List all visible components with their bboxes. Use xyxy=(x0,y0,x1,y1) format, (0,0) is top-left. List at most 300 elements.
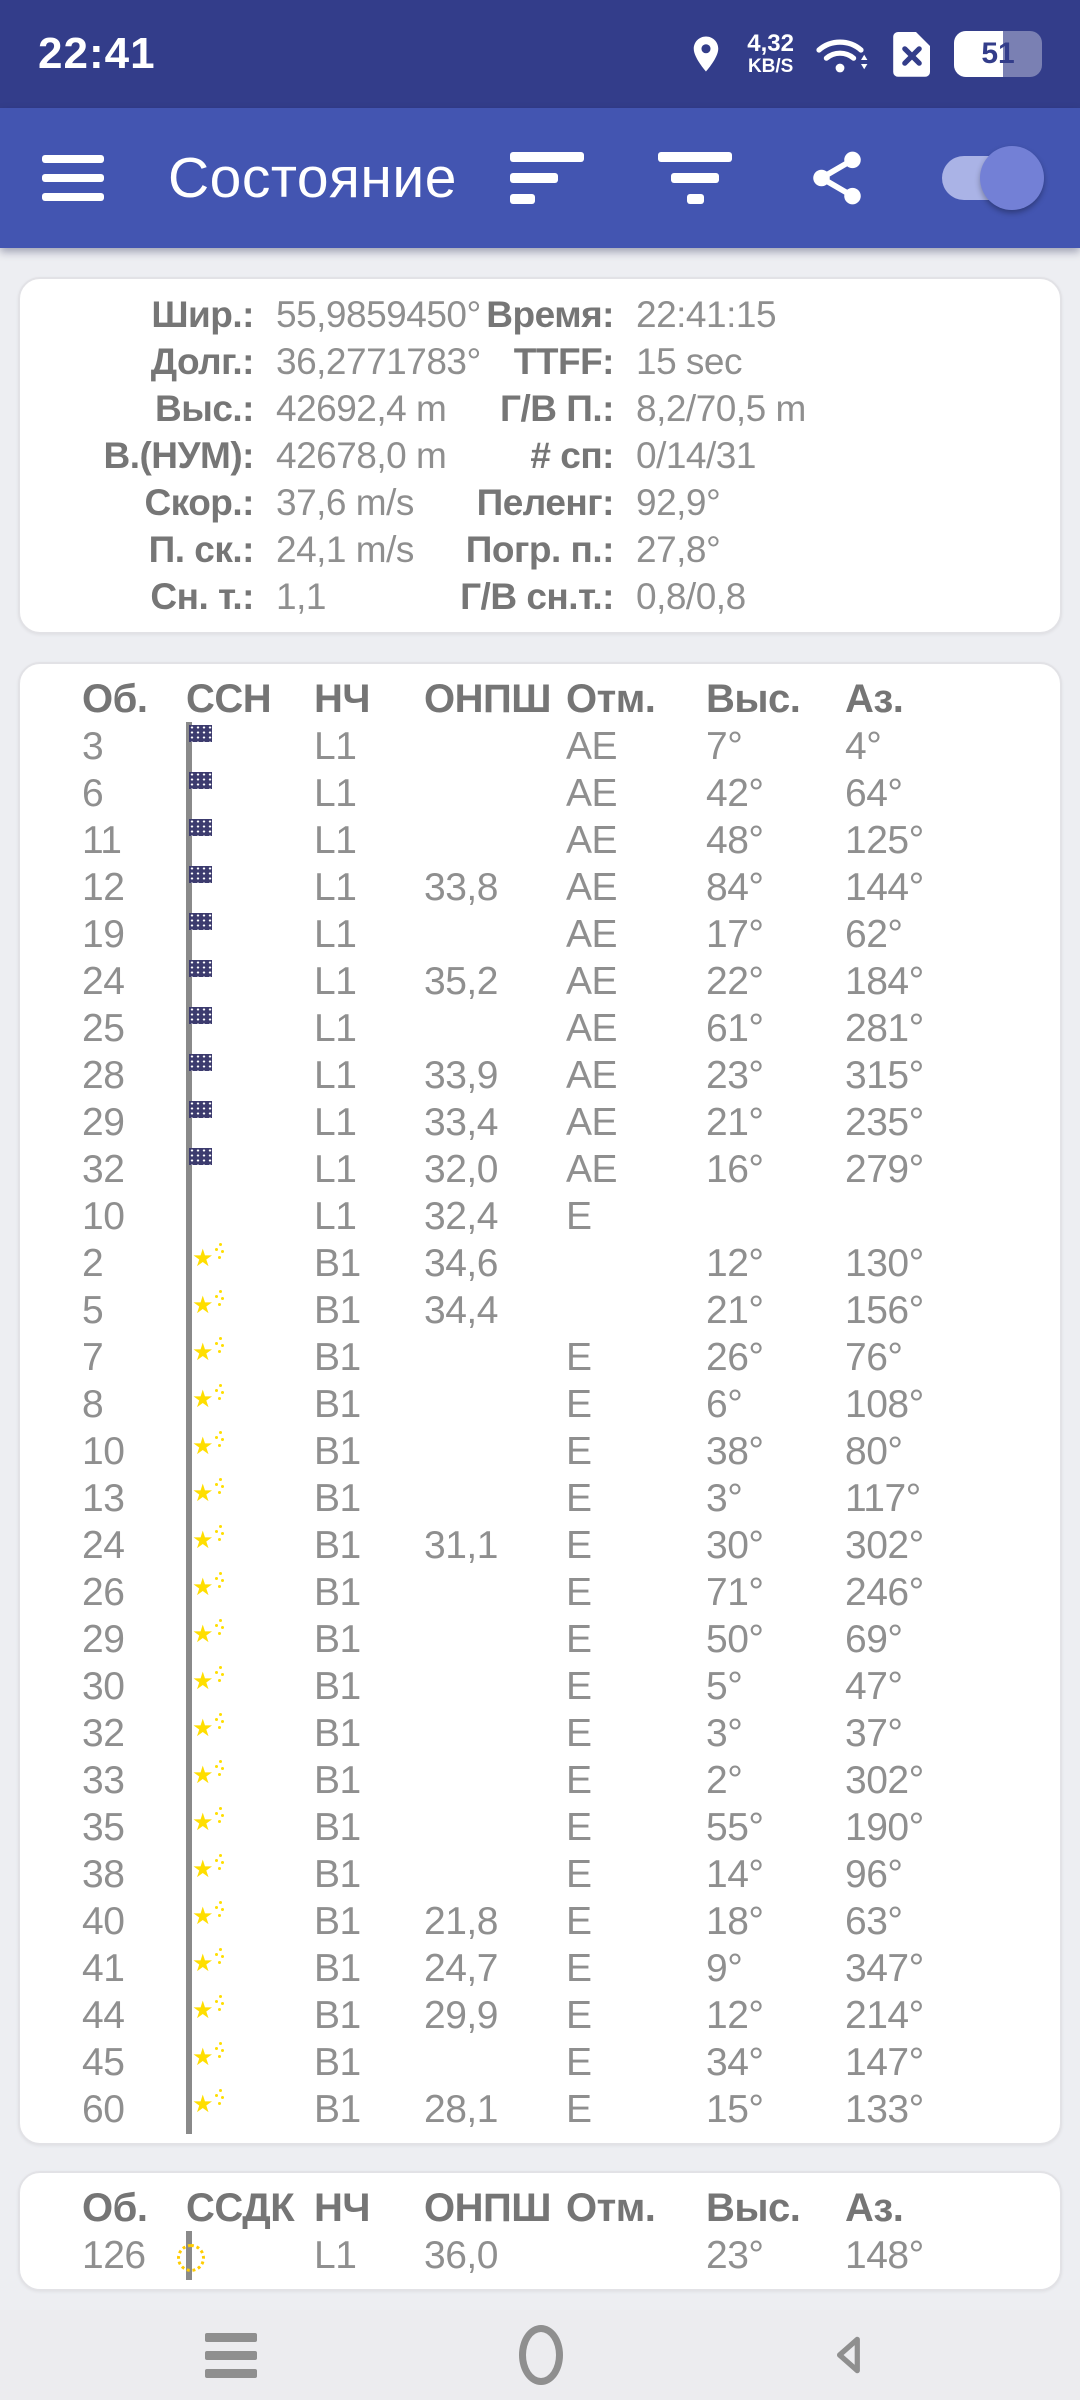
table-cell: 32,0 xyxy=(424,1148,498,1191)
table-cell: B1 xyxy=(314,1571,361,1614)
cn-flag-icon xyxy=(186,1474,192,1523)
table-cell: 71° xyxy=(706,1571,764,1614)
table-cell: 9° xyxy=(706,1947,743,1990)
table-cell: 29,9 xyxy=(424,1994,498,2037)
flag-cell xyxy=(186,1146,314,1193)
table-cell: B1 xyxy=(314,1712,361,1755)
table-cell: 34,4 xyxy=(424,1289,498,1332)
column-header: Выс. xyxy=(706,677,801,721)
table-cell: 21° xyxy=(706,1101,764,1144)
table-cell: 96° xyxy=(845,1853,903,1896)
gps-toggle-switch[interactable] xyxy=(942,152,1038,204)
home-icon[interactable] xyxy=(519,2325,563,2385)
cn-flag-icon xyxy=(186,1662,192,1711)
flag-cell xyxy=(186,817,314,864)
table-cell: 16° xyxy=(706,1148,764,1191)
flag-cell xyxy=(186,1005,314,1052)
table-cell: E xyxy=(566,1618,592,1661)
eu-flag-icon xyxy=(186,2231,192,2280)
info-label: Время: xyxy=(486,294,614,335)
table-cell: 279° xyxy=(845,1148,924,1191)
table-cell: 30 xyxy=(82,1665,125,1708)
table-cell: B1 xyxy=(314,1242,361,1285)
table-cell: 55° xyxy=(706,1806,764,1849)
table-cell: L1 xyxy=(314,960,357,1003)
cn-flag-icon xyxy=(186,1991,192,2040)
table-cell: B1 xyxy=(314,1336,361,1379)
table-cell: E xyxy=(566,2088,592,2131)
table-row xyxy=(82,1569,1060,1616)
table-cell: 21,8 xyxy=(424,1900,498,1943)
table-row xyxy=(82,1757,1060,1804)
table-cell: 29 xyxy=(82,1618,125,1661)
table-cell: B1 xyxy=(314,1994,361,2037)
us-flag-icon xyxy=(186,816,192,865)
table-cell: 190° xyxy=(845,1806,924,1849)
table-cell: 32 xyxy=(82,1148,125,1191)
info-row xyxy=(20,385,1060,432)
column-header: Выс. xyxy=(706,2186,801,2230)
table-cell: 8 xyxy=(82,1383,104,1426)
table-cell: E xyxy=(566,1195,592,1238)
flag-cell xyxy=(186,2039,314,2086)
table-cell: 156° xyxy=(845,1289,924,1332)
table-cell: 40 xyxy=(82,1900,125,1943)
table-cell: 36,0 xyxy=(424,2234,498,2277)
table-cell: 24 xyxy=(82,960,125,1003)
cn-flag-icon xyxy=(186,1239,192,1288)
flag-cell xyxy=(186,1193,314,1240)
back-icon[interactable] xyxy=(825,2330,875,2380)
cn-flag-icon xyxy=(186,1286,192,1335)
column-header: Об. xyxy=(82,677,148,721)
info-value: 8,2/70,5 m xyxy=(636,388,806,429)
table-cell: 6° xyxy=(706,1383,743,1426)
satellites-table-card xyxy=(18,662,1062,2145)
info-value: 0,8/0,8 xyxy=(636,576,746,617)
info-value: 37,6 m/s xyxy=(276,482,414,523)
info-label: В.(НУМ): xyxy=(103,435,254,476)
table-cell: 15° xyxy=(706,2088,764,2131)
table-cell: L1 xyxy=(314,2234,357,2277)
table-cell: 32 xyxy=(82,1712,125,1755)
column-header: Отм. xyxy=(566,2186,656,2230)
table-cell: AE xyxy=(566,913,618,956)
table-row xyxy=(82,723,1060,770)
table-cell: 29 xyxy=(82,1101,125,1144)
table-cell: B1 xyxy=(314,1759,361,1802)
table-cell: B1 xyxy=(314,2088,361,2131)
data-rate: 4,32 KB/S xyxy=(747,30,794,77)
table-row xyxy=(82,1710,1060,1757)
table-cell: 44 xyxy=(82,1994,125,2037)
info-row xyxy=(20,526,1060,573)
info-value: 24,1 m/s xyxy=(276,529,414,570)
info-value: 27,8° xyxy=(636,529,721,570)
info-label: Г/В П.: xyxy=(500,388,614,429)
table-cell: AE xyxy=(566,819,618,862)
sort-icon[interactable] xyxy=(510,152,584,204)
table-cell: E xyxy=(566,1994,592,2037)
cn-flag-icon xyxy=(186,1709,192,1758)
table-cell: L1 xyxy=(314,866,357,909)
table-cell: L1 xyxy=(314,819,357,862)
info-row xyxy=(20,432,1060,479)
table-cell: 26° xyxy=(706,1336,764,1379)
flag-cell xyxy=(186,770,314,817)
info-row xyxy=(20,573,1060,620)
ru-flag-icon xyxy=(186,1192,192,1241)
flag-cell xyxy=(186,1240,314,1287)
table-cell: 35 xyxy=(82,1806,125,1849)
table-cell: E xyxy=(566,1806,592,1849)
table-cell: 33,9 xyxy=(424,1054,498,1097)
flag-cell xyxy=(186,1287,314,1334)
table-cell: AE xyxy=(566,772,618,815)
table-cell: E xyxy=(566,1430,592,1473)
table-cell: 25 xyxy=(82,1007,125,1050)
location-icon xyxy=(685,33,727,75)
us-flag-icon xyxy=(186,1098,192,1147)
table-cell: 18° xyxy=(706,1900,764,1943)
table-cell: 34° xyxy=(706,2041,764,2084)
table-cell: 148° xyxy=(845,2234,924,2277)
us-flag-icon xyxy=(186,1145,192,1194)
table-cell: 31,1 xyxy=(424,1524,498,1567)
table-cell: E xyxy=(566,1571,592,1614)
table-row xyxy=(82,864,1060,911)
table-cell: 12° xyxy=(706,1994,764,2037)
battery-percent: 51 xyxy=(981,37,1015,70)
flag-cell xyxy=(186,1616,314,1663)
table-cell: L1 xyxy=(314,1007,357,1050)
table-cell: B1 xyxy=(314,1430,361,1473)
table-cell: 64° xyxy=(845,772,903,815)
table-cell: 14° xyxy=(706,1853,764,1896)
info-label: Сн. т.: xyxy=(150,576,254,617)
table-cell: 80° xyxy=(845,1430,903,1473)
table-cell: AE xyxy=(566,1148,618,1191)
us-flag-icon xyxy=(186,1051,192,1100)
flag-cell xyxy=(186,1522,314,1569)
table-cell: L1 xyxy=(314,913,357,956)
table-cell: 108° xyxy=(845,1383,924,1426)
table-cell: 42° xyxy=(706,772,764,815)
status-icons xyxy=(685,30,1042,78)
table-cell: E xyxy=(566,1900,592,1943)
column-header: ОНПШ xyxy=(424,2186,551,2230)
table-row xyxy=(82,1428,1060,1475)
position-info-card xyxy=(18,277,1062,634)
table-cell: 17° xyxy=(706,913,764,956)
table-row xyxy=(82,770,1060,817)
table-cell: 24 xyxy=(82,1524,125,1567)
flag-cell xyxy=(186,1898,314,1945)
info-label: П. ск.: xyxy=(148,529,254,570)
table-cell: B1 xyxy=(314,1289,361,1332)
table-cell: 7 xyxy=(82,1336,104,1379)
table-cell: L1 xyxy=(314,725,357,768)
table-row xyxy=(82,1381,1060,1428)
table-header-row xyxy=(82,2185,1060,2232)
table-cell: 2° xyxy=(706,1759,743,1802)
table-cell: 130° xyxy=(845,1242,924,1285)
cn-flag-icon xyxy=(186,1615,192,1664)
cn-flag-icon xyxy=(186,1427,192,1476)
cn-flag-icon xyxy=(186,2038,192,2087)
table-row xyxy=(82,1193,1060,1240)
table-cell: B1 xyxy=(314,1806,361,1849)
flag-cell xyxy=(186,1757,314,1804)
cn-flag-icon xyxy=(186,2085,192,2134)
table-cell: B1 xyxy=(314,1477,361,1520)
table-row xyxy=(82,1334,1060,1381)
info-value: 22:41:15 xyxy=(636,294,777,335)
page-title: Состояние xyxy=(168,146,457,210)
info-label: Выс.: xyxy=(155,388,254,429)
app-bar xyxy=(0,108,1080,248)
table-cell: 23° xyxy=(706,2234,764,2277)
table-cell: E xyxy=(566,1665,592,1708)
table-cell: 133° xyxy=(845,2088,924,2131)
table-cell: 47° xyxy=(845,1665,903,1708)
table-cell: 347° xyxy=(845,1947,924,1990)
cn-flag-icon xyxy=(186,1756,192,1805)
share-icon[interactable] xyxy=(806,147,868,209)
flag-cell xyxy=(186,958,314,1005)
info-value: 42678,0 m xyxy=(276,435,447,476)
table-cell: 48° xyxy=(706,819,764,862)
app-bar-actions xyxy=(510,147,1038,209)
sbas-table-card xyxy=(18,2171,1062,2291)
column-header: ОНПШ xyxy=(424,677,551,721)
table-cell: 28,1 xyxy=(424,2088,498,2131)
info-label: Шир.: xyxy=(151,294,254,335)
table-cell: 315° xyxy=(845,1054,924,1097)
table-cell: B1 xyxy=(314,1853,361,1896)
wifi-icon xyxy=(814,31,870,77)
table-row xyxy=(82,1616,1060,1663)
table-cell: 10 xyxy=(82,1430,125,1473)
table-row xyxy=(82,1287,1060,1334)
info-value: 36,2771783° xyxy=(276,341,481,382)
table-row xyxy=(82,1663,1060,1710)
table-row xyxy=(82,1804,1060,1851)
table-row xyxy=(82,1851,1060,1898)
table-cell: 11 xyxy=(82,819,122,862)
flag-cell xyxy=(186,1851,314,1898)
table-cell: E xyxy=(566,1712,592,1755)
table-row xyxy=(82,1992,1060,2039)
flag-cell xyxy=(186,1804,314,1851)
table-row xyxy=(82,2086,1060,2133)
table-cell: B1 xyxy=(314,1947,361,1990)
cn-flag-icon xyxy=(186,1803,192,1852)
table-cell: 235° xyxy=(845,1101,924,1144)
table-row xyxy=(82,1052,1060,1099)
table-cell: 126 xyxy=(82,2234,146,2277)
column-header: ССДК xyxy=(186,2186,295,2230)
table-cell: B1 xyxy=(314,2041,361,2084)
table-row xyxy=(82,817,1060,864)
table-cell: 7° xyxy=(706,725,743,768)
table-row xyxy=(82,2039,1060,2086)
info-value: 92,9° xyxy=(636,482,721,523)
us-flag-icon xyxy=(186,1004,192,1053)
table-cell: 63° xyxy=(845,1900,903,1943)
table-row xyxy=(82,958,1060,1005)
table-cell: 37° xyxy=(845,1712,903,1755)
flag-cell xyxy=(186,1475,314,1522)
table-row xyxy=(82,1898,1060,1945)
table-row xyxy=(82,1146,1060,1193)
info-value: 15 sec xyxy=(636,341,743,382)
table-row xyxy=(82,1240,1060,1287)
table-cell: 147° xyxy=(845,2041,924,2084)
column-header: Отм. xyxy=(566,677,656,721)
table-cell: B1 xyxy=(314,1665,361,1708)
table-cell: 69° xyxy=(845,1618,903,1661)
cn-flag-icon xyxy=(186,1333,192,1382)
sim-error-icon xyxy=(890,30,934,78)
table-cell: AE xyxy=(566,1054,618,1097)
column-header: НЧ xyxy=(314,677,370,721)
table-cell: E xyxy=(566,1524,592,1567)
table-cell: 23° xyxy=(706,1054,764,1097)
column-header: Аз. xyxy=(845,2186,904,2230)
us-flag-icon xyxy=(186,722,192,771)
us-flag-icon xyxy=(186,910,192,959)
info-label: Г/В сн.т.: xyxy=(460,576,614,617)
table-cell: 5 xyxy=(82,1289,104,1332)
clock: 22:41 xyxy=(38,29,156,78)
table-cell: 117° xyxy=(845,1477,921,1520)
content xyxy=(18,277,1062,2317)
table-cell: L1 xyxy=(314,1054,357,1097)
flag-cell xyxy=(186,1334,314,1381)
table-cell: L1 xyxy=(314,1101,357,1144)
table-cell: 6 xyxy=(82,772,104,815)
flag-cell xyxy=(186,1099,314,1146)
table-cell: 76° xyxy=(845,1336,903,1379)
cn-flag-icon xyxy=(186,1897,192,1946)
table-cell: AE xyxy=(566,866,618,909)
table-cell: E xyxy=(566,1383,592,1426)
info-label: # сп: xyxy=(530,435,614,476)
table-cell: 144° xyxy=(845,866,924,909)
table-cell: L1 xyxy=(314,1195,357,1238)
table-cell: 12° xyxy=(706,1242,764,1285)
table-cell: 214° xyxy=(845,1994,924,2037)
table-cell: 62° xyxy=(845,913,903,956)
flag-cell xyxy=(186,1945,314,1992)
table-cell: 24,7 xyxy=(424,1947,498,1990)
table-cell: 3° xyxy=(706,1712,743,1755)
table-cell: 3° xyxy=(706,1477,743,1520)
table-cell: 125° xyxy=(845,819,924,862)
info-row xyxy=(20,291,1060,338)
table-cell: 26 xyxy=(82,1571,125,1614)
table-cell: 84° xyxy=(706,866,764,909)
table-row xyxy=(82,1005,1060,1052)
info-label: TTFF: xyxy=(513,341,614,382)
recents-icon[interactable] xyxy=(205,2333,257,2378)
cn-flag-icon xyxy=(186,1380,192,1429)
table-cell: 34,6 xyxy=(424,1242,498,1285)
table-cell: 50° xyxy=(706,1618,764,1661)
table-cell: 10 xyxy=(82,1195,125,1238)
cn-flag-icon xyxy=(186,1568,192,1617)
flag-cell xyxy=(186,1569,314,1616)
flag-cell xyxy=(186,1381,314,1428)
table-cell: E xyxy=(566,1853,592,1896)
table-cell: B1 xyxy=(314,1900,361,1943)
status-bar xyxy=(0,0,1080,108)
us-flag-icon xyxy=(186,769,192,818)
info-row xyxy=(20,479,1060,526)
table-cell: 21° xyxy=(706,1289,764,1332)
table-cell: 32,4 xyxy=(424,1195,498,1238)
table-cell: 35,2 xyxy=(424,960,498,1003)
table-cell: 184° xyxy=(845,960,924,1003)
table-cell: AE xyxy=(566,960,618,1003)
menu-icon[interactable] xyxy=(42,155,104,201)
table-row xyxy=(82,1945,1060,1992)
table-cell: L1 xyxy=(314,772,357,815)
table-cell: 38° xyxy=(706,1430,764,1473)
table-cell: 5° xyxy=(706,1665,743,1708)
filter-icon[interactable] xyxy=(658,152,732,204)
cn-flag-icon xyxy=(186,1521,192,1570)
table-cell: B1 xyxy=(314,1524,361,1567)
flag-cell xyxy=(186,2232,314,2279)
flag-cell xyxy=(186,1663,314,1710)
table-cell: 33,4 xyxy=(424,1101,498,1144)
info-label: Скор.: xyxy=(144,482,254,523)
table-cell: 246° xyxy=(845,1571,924,1614)
us-flag-icon xyxy=(186,957,192,1006)
info-row xyxy=(20,338,1060,385)
table-cell: 30° xyxy=(706,1524,764,1567)
column-header: ССН xyxy=(186,677,272,721)
flag-cell xyxy=(186,1052,314,1099)
table-cell: L1 xyxy=(314,1148,357,1191)
table-row xyxy=(82,2232,1060,2279)
table-cell: 22° xyxy=(706,960,764,1003)
flag-cell xyxy=(186,1992,314,2039)
table-cell: 33,8 xyxy=(424,866,498,909)
column-header: Об. xyxy=(82,2186,148,2230)
table-cell: E xyxy=(566,1336,592,1379)
table-cell: 2 xyxy=(82,1242,104,1285)
us-flag-icon xyxy=(186,863,192,912)
table-cell: B1 xyxy=(314,1618,361,1661)
android-nav-bar xyxy=(0,2310,1080,2400)
info-value: 1,1 xyxy=(276,576,326,617)
table-cell: 33 xyxy=(82,1759,125,1802)
cn-flag-icon xyxy=(186,1850,192,1899)
table-cell: 28 xyxy=(82,1054,125,1097)
table-cell: AE xyxy=(566,1101,618,1144)
info-value: 42692,4 m xyxy=(276,388,447,429)
column-header: Аз. xyxy=(845,677,904,721)
info-label: Пеленг: xyxy=(476,482,614,523)
table-cell: 38 xyxy=(82,1853,125,1896)
flag-cell xyxy=(186,864,314,911)
column-header: НЧ xyxy=(314,2186,370,2230)
table-cell: 4° xyxy=(845,725,882,768)
table-cell: 3 xyxy=(82,725,104,768)
